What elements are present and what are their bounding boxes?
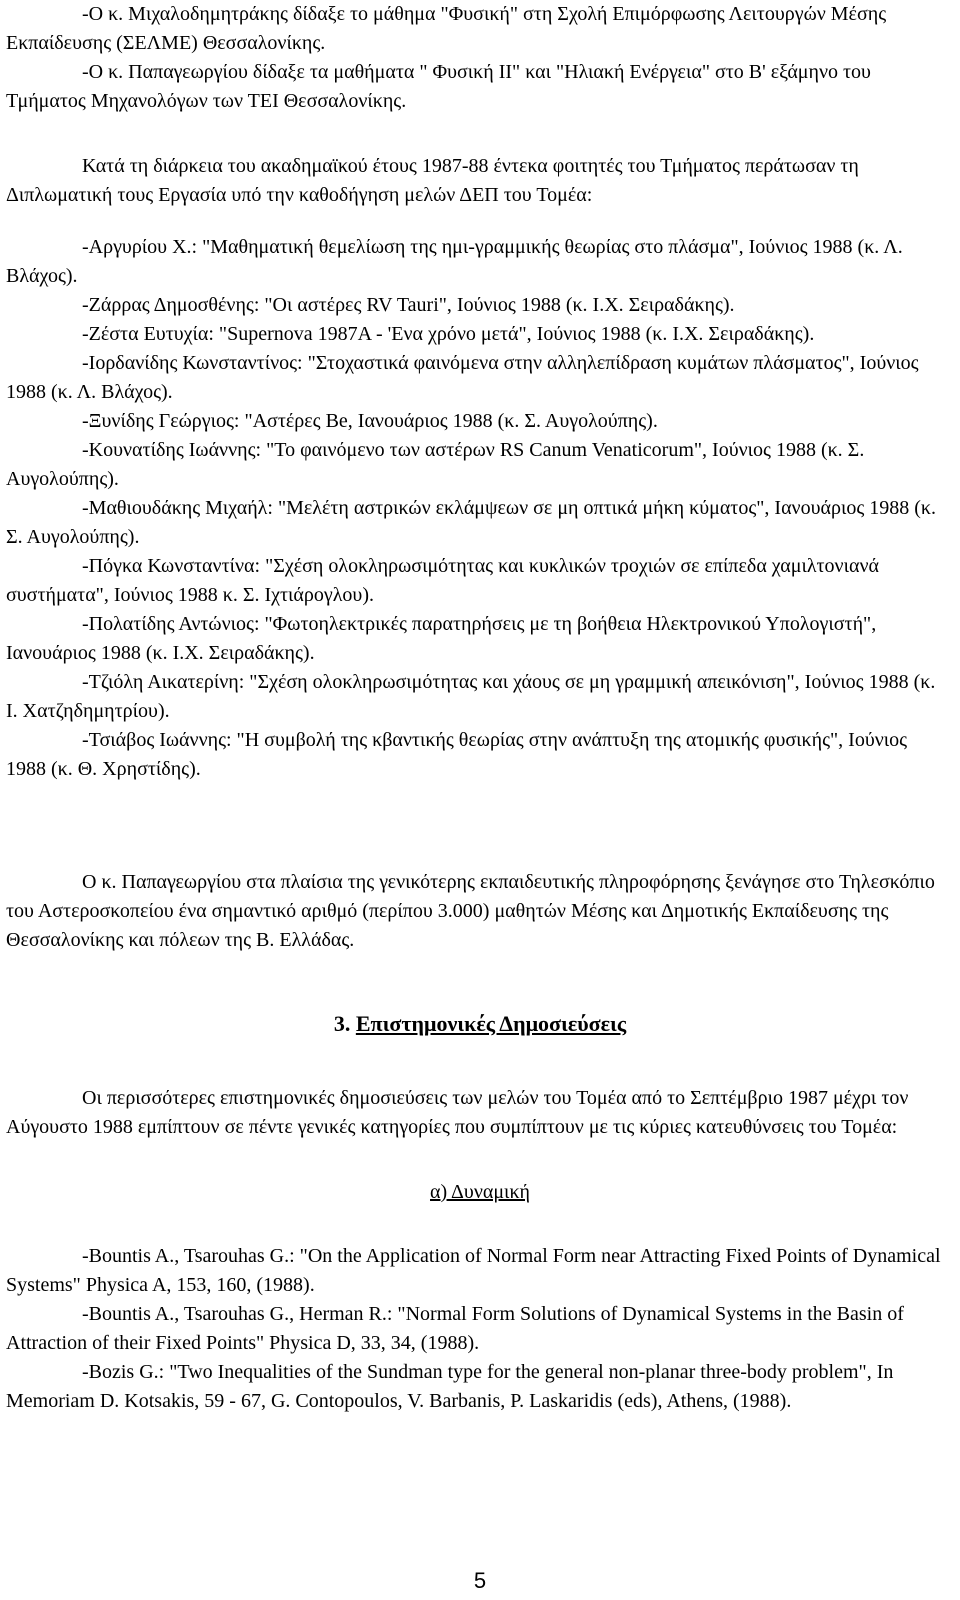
list-item: -Μαθιουδάκης Μιχαήλ: "Μελέτη αστρικών εκλάμψεων σε μη οπτικά μήκη κύματος", Ιανουάριος 1988 (κ. Σ. Αυγολούπης). xyxy=(6,497,937,548)
list-item: -Κουνατίδης Ιωάννης: "Το φαινόμενο των αστέρων RS Canum Venaticorum", Ιούνιος 1988 (κ. Σ. Αυγολούπης). xyxy=(6,439,865,490)
list-item: -Ξυνίδης Γεώργιος: "Αστέρες Be, Ιανουάριος 1988 (κ. Σ. Αυγολούπης). xyxy=(82,410,658,432)
publications-list xyxy=(6,1242,950,1416)
subsection-title: α) Δυναμική xyxy=(430,1181,530,1203)
list-item: -Ζάρρας Δημοσθένης: "Οι αστέρες RV Tauri", Ιούνιος 1988 (κ. Ι.Χ. Σειραδάκης). xyxy=(82,294,735,316)
list-item: -Bozis G.: "Two Inequalities of the Sundman type for the general non-planar three-body problem", In Memoriam D. Kotsakis, 59 - 67, G. Contopoulos, V. Barbanis, P. Laskaridis (eds), Athens, (1988). xyxy=(6,1361,894,1412)
list-item: -Τσιάβος Ιωάννης: "Η συμβολή της κβαντικής θεωρίας στην ανάπτυξη της ατομικής φυσικής", Ιούνιος 1988 (κ. Θ. Χρηστίδης). xyxy=(6,729,908,780)
paragraph: Ο κ. Παπαγεωργίου στα πλαίσια της γενικότερης εκπαιδευτικής πληροφόρησης ξενάγησε στο Τηλεσκόπιο του Αστεροσκοπείου ένα σημαντικό αριθμό (περίπου 3.000) μαθητών Μέσης και Δημοτικής Εκπαίδευσης της Θεσσαλονίκης και πόλεων της Β. Ελλάδας. xyxy=(6,871,935,951)
section-heading xyxy=(0,1009,960,1038)
list-item: -Ζέστα Ευτυχία: "Supernova 1987A - 'Ενα χρόνο μετά", Ιούνιος 1988 (κ. Ι.Χ. Σειραδάκης). xyxy=(82,323,815,345)
paragraph: -Ο κ. Παπαγεωργίου δίδαξε τα μαθήματα " Φυσική ΙΙ" και "Ηλιακή Ενέργεια" στο Β' εξάμηνο του Τμήματος Μηχανολόγων των ΤΕΙ Θεσσαλονίκης. xyxy=(6,61,871,112)
subsection-heading xyxy=(0,1178,960,1207)
list-item: -Bountis A., Tsarouhas G.: "On the Application of Normal Form near Attracting Fixed Points of Dynamical Systems" Physica A, 153, 160, (1988). xyxy=(6,1245,941,1296)
teaching-paragraphs xyxy=(6,0,950,116)
list-item: -Πολατίδης Αντώνιος: "Φωτοηλεκτρικές παρατηρήσεις με τη βοήθεια Ηλεκτρονικού Υπολογιστή", Ιανουάριος 1988 (κ. Ι.Χ. Σειραδάκης). xyxy=(6,613,877,664)
paragraph: Οι περισσότερες επιστημονικές δημοσιεύσεις των μελών του Τομέα από το Σεπτέμβριο 1987 μέχρι τον Αύγουστο 1988 εμπίπτουν σε πέντε γενικές κατηγορίες που συμπίπτουν με τις κύριες κατευθύνσεις του Τομέα: xyxy=(6,1087,909,1138)
section-title: Επιστημονικές Δημοσιεύσεις xyxy=(355,1011,627,1036)
paragraph: Κατά τη διάρκεια του ακαδημαϊκού έτους 1987-88 έντεκα φοιτητές του Τμήματος περάτωσαν τη Διπλωματική τους Εργασία υπό την καθοδήγηση μελών ΔΕΠ του Τομέα: xyxy=(6,155,859,206)
list-item: -Ιορδανίδης Κωνσταντίνος: "Στοχαστικά φαινόμενα στην αλληλεπίδραση κυμάτων πλάσματος", Ιούνιος 1988 (κ. Λ. Βλάχος). xyxy=(6,352,919,403)
list-item: -Πόγκα Κωνσταντίνα: "Σχέση ολοκληρωσιμότητας και κυκλικών τροχιών σε επίπεδα χαμιλτονιανά συστήματα", Ιούνιος 1988 κ. Σ. Ιχτιάρογλου). xyxy=(6,555,879,606)
publications-intro xyxy=(6,1084,950,1142)
page-number: 5 xyxy=(473,1568,487,1593)
paragraph: -Ο κ. Μιχαλοδημητράκης δίδαξε το μάθημα "Φυσική" στη Σχολή Επιμόρφωσης Λειτουργών Μέσης Εκπαίδευσης (ΣΕΛΜΕ) Θεσσαλονίκης. xyxy=(6,3,887,54)
theses-intro xyxy=(6,152,950,210)
theses-list xyxy=(6,233,950,784)
section-number: 3. xyxy=(333,1011,351,1036)
list-item: -Τζιόλη Αικατερίνη: "Σχέση ολοκληρωσιμότητας και χάους σε μη γραμμική απεικόνιση", Ιούνιος 1988 (κ. Ι. Χατζηδημητρίου). xyxy=(6,671,936,722)
outreach-paragraph xyxy=(6,868,950,955)
list-item: -Bountis A., Tsarouhas G., Herman R.: "Normal Form Solutions of Dynamical Systems in the Basin of Attraction of their Fixed Points" Physica D, 33, 34, (1988). xyxy=(6,1303,904,1354)
list-item: -Αργυρίου Χ.: "Μαθηματική θεμελίωση της ημι-γραμμικής θεωρίας στο πλάσμα", Ιούνιος 1988 (κ. Λ. Βλάχος). xyxy=(6,236,903,287)
